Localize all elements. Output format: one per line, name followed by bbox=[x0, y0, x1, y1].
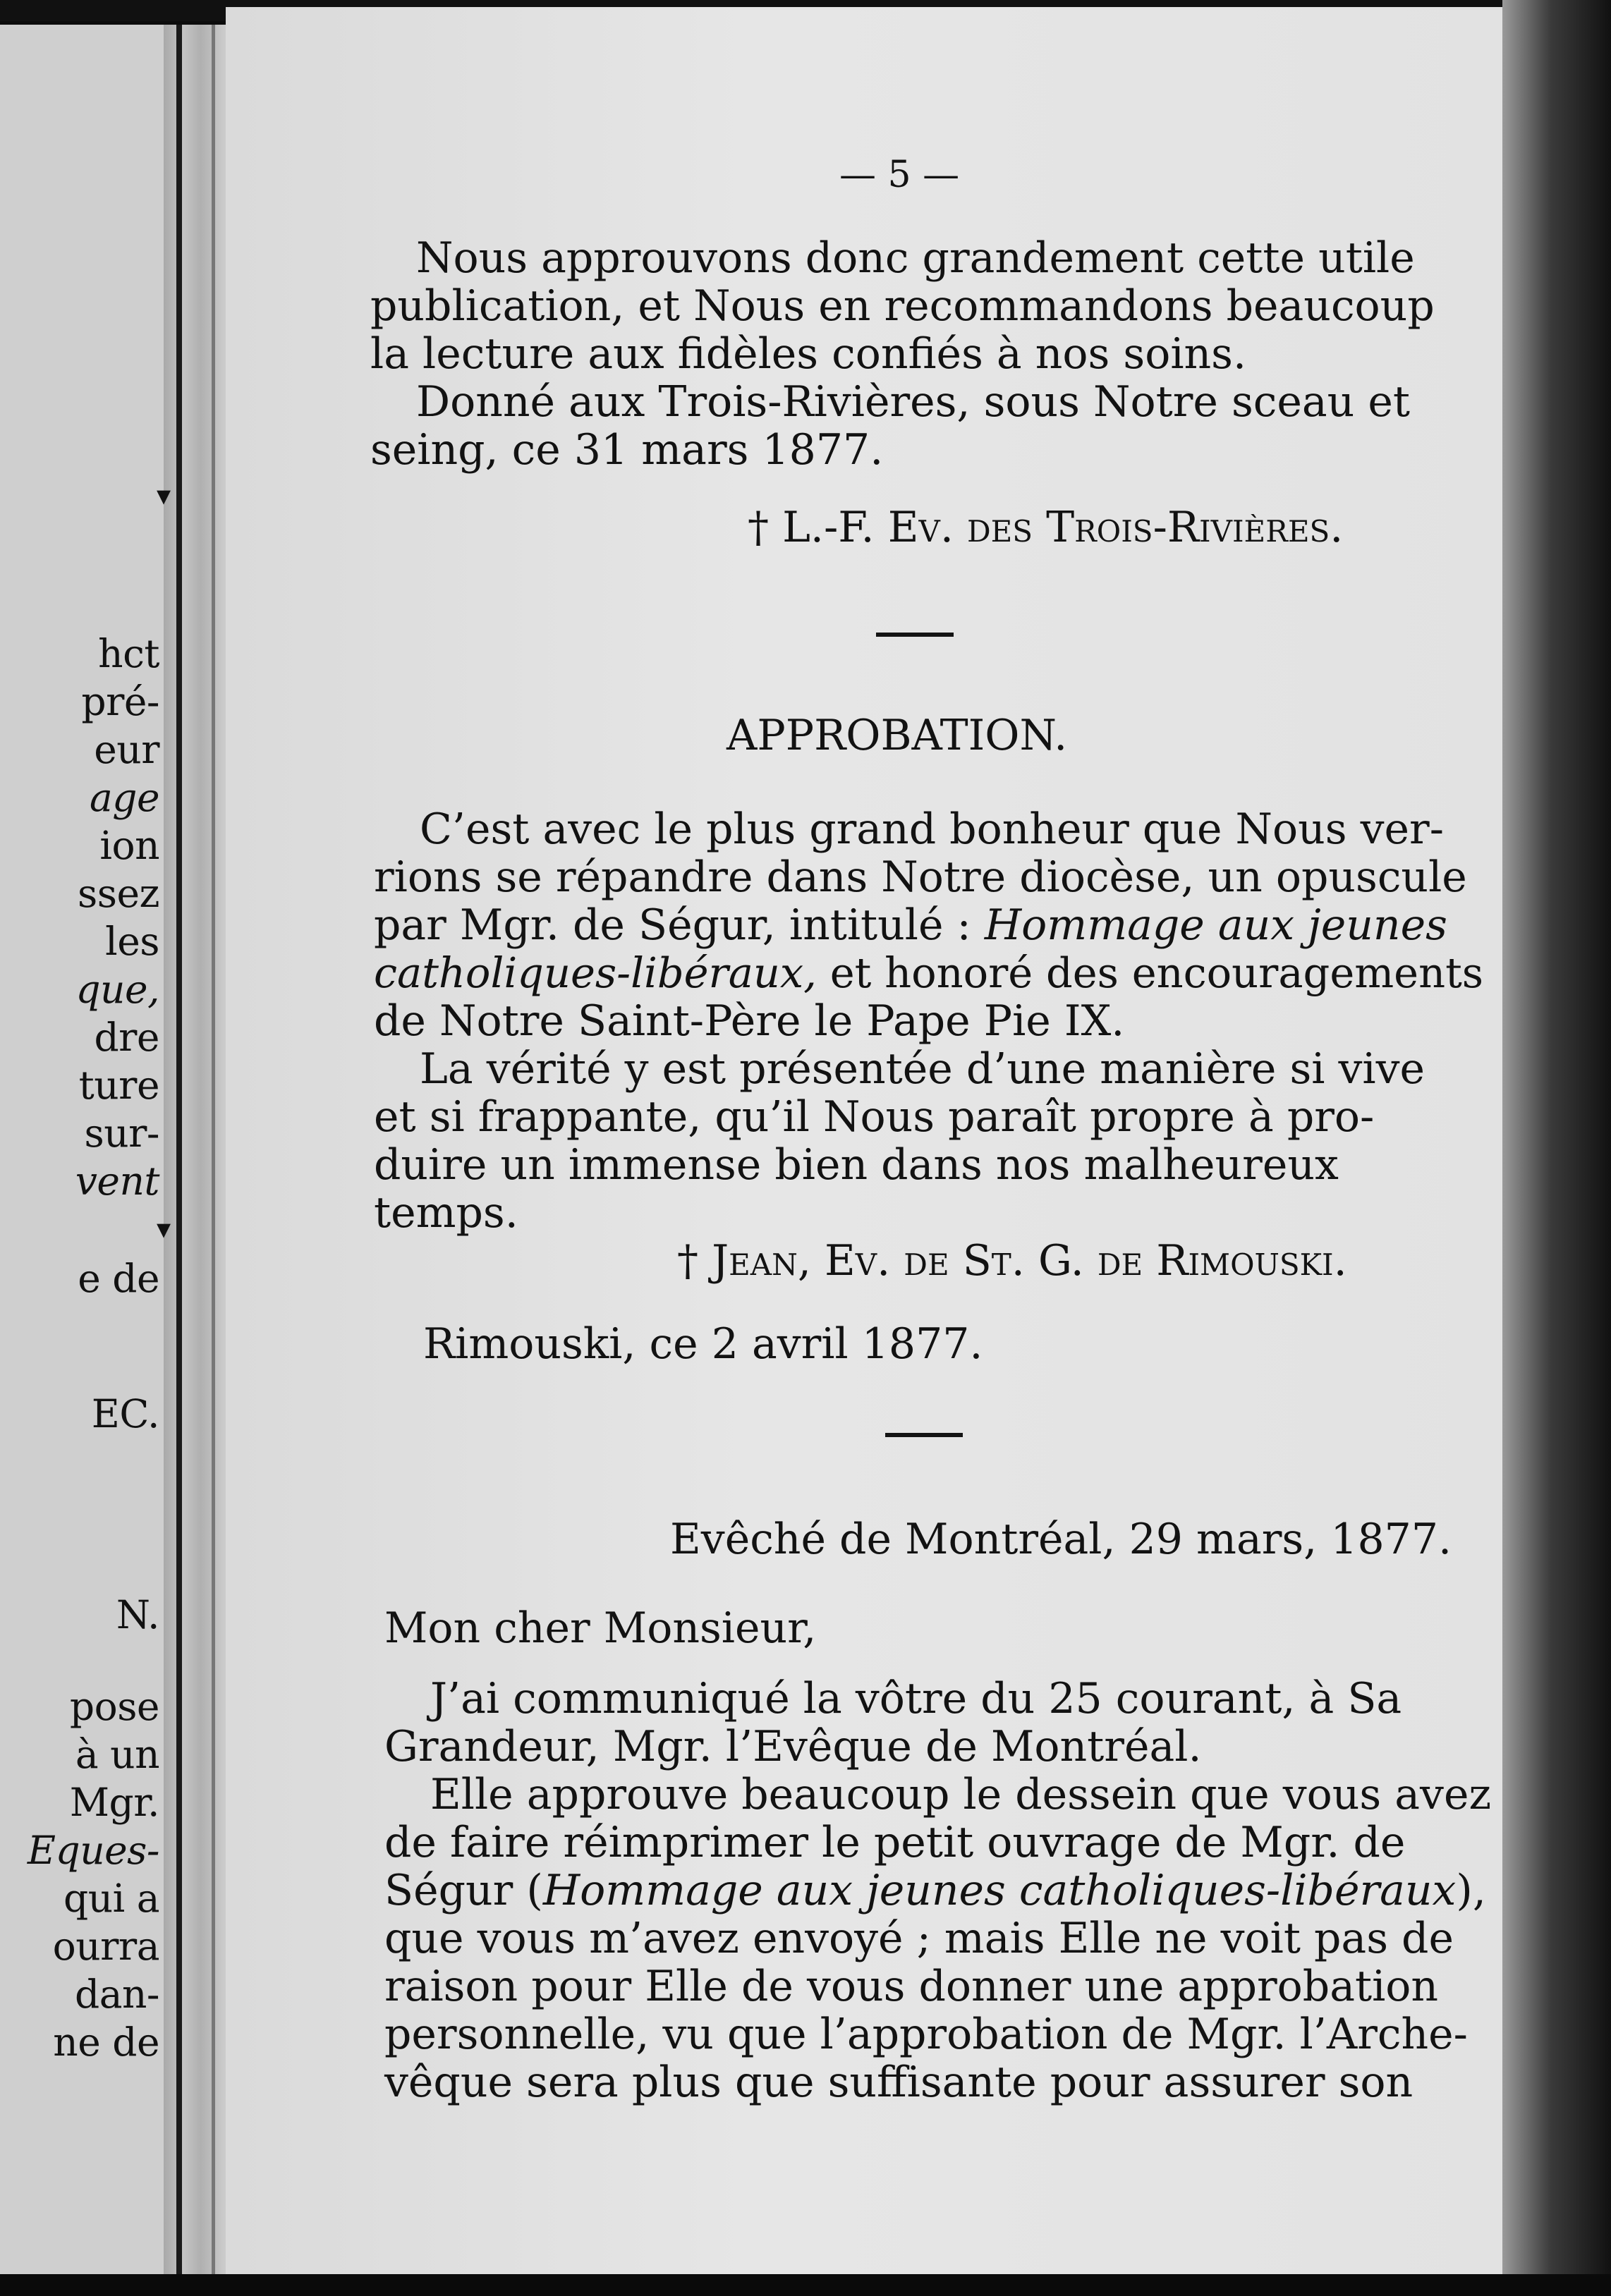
work-title: Hommage aux jeunes bbox=[984, 900, 1447, 950]
ink-speck: ▾ bbox=[157, 1213, 171, 1245]
facing-fragment: dre bbox=[94, 1015, 159, 1060]
work-title: Hommage aux jeunes catholiques-libéraux bbox=[542, 1866, 1457, 1915]
body-line: C’est avec le plus grand bonheur que Nous ver- bbox=[420, 805, 1445, 854]
facing-fragment: Mgr. bbox=[69, 1780, 159, 1825]
letter-salutation: Mon cher Monsieur, bbox=[384, 1604, 817, 1653]
page-number: — 5 — bbox=[839, 154, 960, 196]
body-line: Elle approuve beaucoup le dessein que vous avez bbox=[430, 1770, 1492, 1819]
facing-fragment: ourra bbox=[52, 1924, 159, 1969]
facing-fragment: pré- bbox=[81, 679, 159, 724]
ink-speck: ▾ bbox=[157, 480, 171, 512]
body-line bbox=[374, 950, 1483, 996]
body-text: par Mgr. de Ségur, intitulé : bbox=[374, 900, 971, 950]
body-line: Donné aux Trois-Rivières, sous Notre sceau et bbox=[416, 377, 1411, 427]
body-line: personnelle, vu que l’approbation de Mgr. l’Arche- bbox=[384, 2010, 1468, 2059]
facing-fragment: hct bbox=[98, 631, 159, 676]
body-line: seing, ce 31 mars 1877. bbox=[370, 425, 884, 475]
facing-fragment: que, bbox=[75, 967, 159, 1012]
body-line: raison pour Elle de vous donner une approbation bbox=[384, 1962, 1439, 2011]
body-line: vêque sera plus que suffisante pour assurer son bbox=[384, 2058, 1414, 2107]
facing-fragment: dan- bbox=[74, 1972, 159, 2017]
facing-fragment: age bbox=[89, 775, 159, 820]
facing-fragment: pose bbox=[69, 1684, 159, 1729]
gutter-shadow-line bbox=[176, 25, 182, 2274]
body-line: que vous m’avez envoyé ; mais Elle ne voit pas de bbox=[384, 1914, 1454, 1963]
book-page-edge bbox=[1502, 0, 1611, 2296]
body-line: et si frappante, qu’il Nous paraît propre à pro- bbox=[374, 1092, 1375, 1142]
book-page bbox=[226, 7, 1552, 2274]
gutter-fold-line bbox=[212, 25, 215, 2274]
body-line: Grandeur, Mgr. l’Evêque de Montréal. bbox=[384, 1722, 1202, 1771]
facing-fragment: ne de bbox=[53, 2020, 159, 2065]
facing-fragment: ssez bbox=[78, 871, 159, 916]
section-divider bbox=[885, 1433, 963, 1437]
facing-fragment: sur- bbox=[84, 1111, 159, 1156]
section-heading: APPROBATION. bbox=[727, 711, 1068, 760]
facing-fragment: à un bbox=[75, 1732, 159, 1777]
body-line: temps. bbox=[374, 1188, 518, 1238]
body-line: de faire réimprimer le petit ouvrage de Mgr. de bbox=[384, 1818, 1406, 1867]
book-gutter bbox=[164, 25, 231, 2274]
facing-fragment: les bbox=[105, 919, 159, 964]
letter-dateline: Evêché de Montréal, 29 mars, 1877. bbox=[670, 1515, 1452, 1564]
body-text: et honoré des encouragements bbox=[829, 948, 1484, 997]
facing-fragment: Eques- bbox=[27, 1828, 159, 1873]
scan-border-bottom bbox=[0, 2274, 1611, 2296]
body-line: rions se répandre dans Notre diocèse, un opuscule bbox=[374, 853, 1467, 902]
body-text: Ségur ( bbox=[384, 1866, 543, 1915]
facing-fragment: eur bbox=[94, 727, 159, 772]
body-line: J’ai communiqué la vôtre du 25 courant, à Sa bbox=[430, 1674, 1402, 1723]
body-line bbox=[374, 902, 1447, 948]
bishop-signature: † L.-F. Ev. des Trois-Rivières. bbox=[748, 503, 1344, 552]
facing-fragment: qui a bbox=[63, 1876, 159, 1921]
section-divider bbox=[876, 633, 954, 637]
body-line: duire un immense bien dans nos malheureux bbox=[374, 1140, 1339, 1190]
body-text: ), bbox=[1456, 1866, 1486, 1915]
facing-fragment: e de bbox=[78, 1256, 159, 1301]
body-line bbox=[384, 1867, 1486, 1914]
place-date: Rimouski, ce 2 avril 1877. bbox=[423, 1319, 983, 1369]
body-line: publication, et Nous en recommandons beaucoup bbox=[370, 281, 1435, 331]
facing-fragment: ion bbox=[99, 823, 159, 868]
facing-page-fragment bbox=[0, 25, 164, 2274]
body-line: la lecture aux fidèles confiés à nos soins. bbox=[370, 329, 1247, 379]
body-line: de Notre Saint-Père le Pape Pie IX. bbox=[374, 996, 1125, 1046]
body-line: La vérité y est présentée d’une manière si vive bbox=[420, 1044, 1425, 1094]
facing-fragment: ture bbox=[78, 1063, 159, 1108]
body-line: Nous approuvons donc grandement cette utile bbox=[416, 233, 1415, 283]
bishop-signature: † Jean, Ev. de St. G. de Rimouski. bbox=[677, 1236, 1347, 1286]
facing-fragment: EC. bbox=[91, 1391, 159, 1436]
facing-fragment: vent bbox=[75, 1159, 159, 1204]
facing-fragment: N. bbox=[116, 1592, 159, 1637]
work-title: catholiques-libéraux, bbox=[374, 948, 817, 997]
